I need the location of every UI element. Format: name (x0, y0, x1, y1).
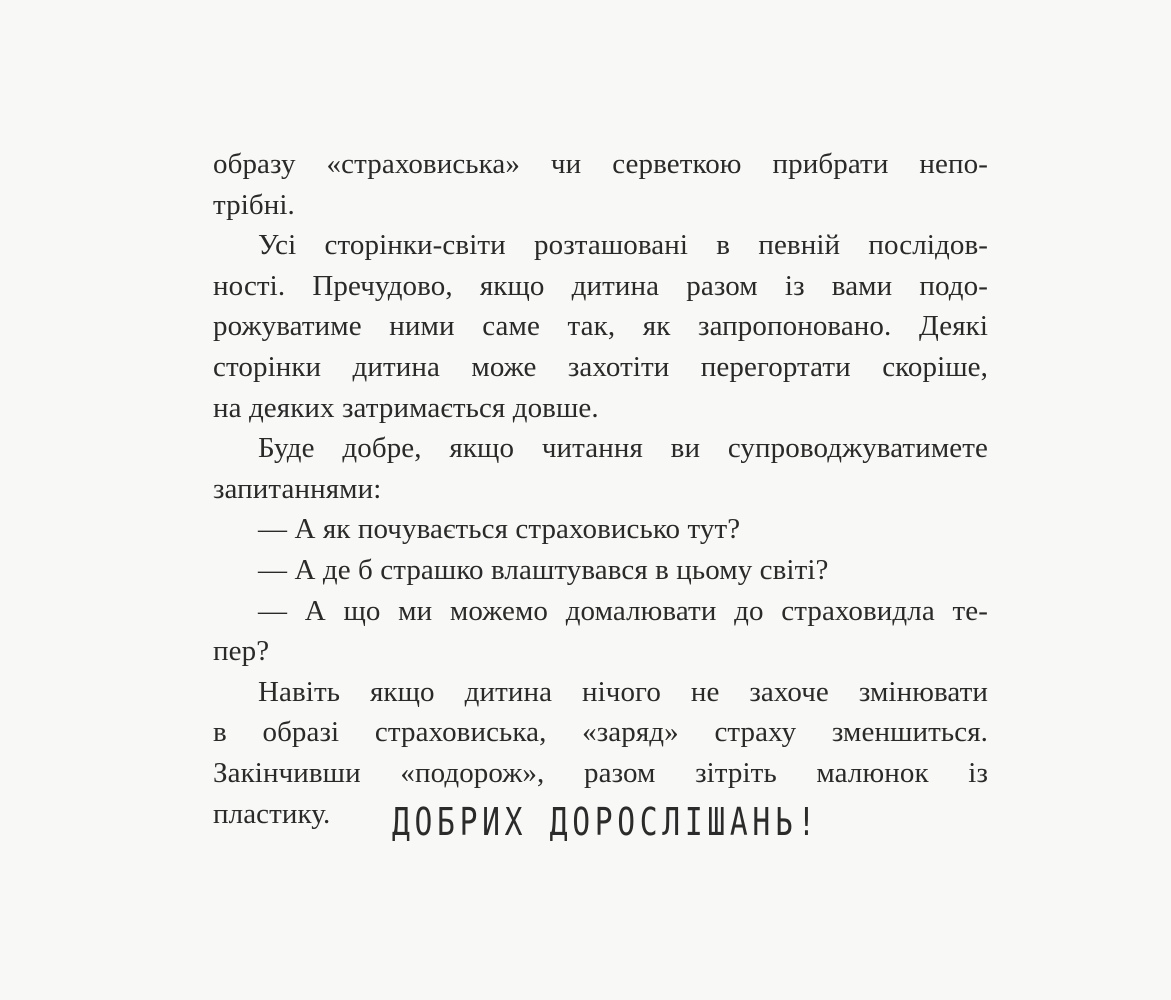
text-line: сторінки дитина може захотіти перегортати скоріше, (213, 350, 988, 383)
text-line: Закінчивши «подорож», разом зітріть малюнок із (213, 756, 988, 789)
text-line: образу «страховиська» чи серветкою прибрати непо- (213, 148, 988, 180)
text-line: Буде добре, якщо читання ви супроводжуватимете (258, 432, 988, 465)
dialogue-line: — А як почувається страховисько тут? (258, 513, 741, 546)
text-line: пластику. (213, 797, 331, 830)
dialogue-line: — А де б страшко влаштувався в цьому світі? (258, 553, 829, 586)
text-line: ності. Пречудово, якщо дитина разом із вами подо- (213, 269, 988, 302)
body-text (213, 144, 988, 834)
text-line: пер? (213, 635, 270, 668)
text-line: Навіть якщо дитина нічого не захоче змінювати (258, 675, 988, 708)
text-line: в образі страховиська, «заряд» страху зменшиться. (213, 716, 988, 749)
text-line: рожуватиме ними саме так, як запропоновано. Деякі (213, 310, 988, 343)
handwritten-signature: ДОБРИХ ДОРОСЛІШАНЬ! (392, 800, 820, 844)
dialogue-line: — А що ми можемо домалювати до страховидла те- (258, 594, 988, 627)
text-line: Усі сторінки-світи розташовані в певній послідов- (258, 229, 988, 262)
text-line: трібні. (213, 188, 295, 221)
text-line: на деяких затримається довше. (213, 391, 599, 424)
text-line: запитаннями: (213, 472, 382, 505)
